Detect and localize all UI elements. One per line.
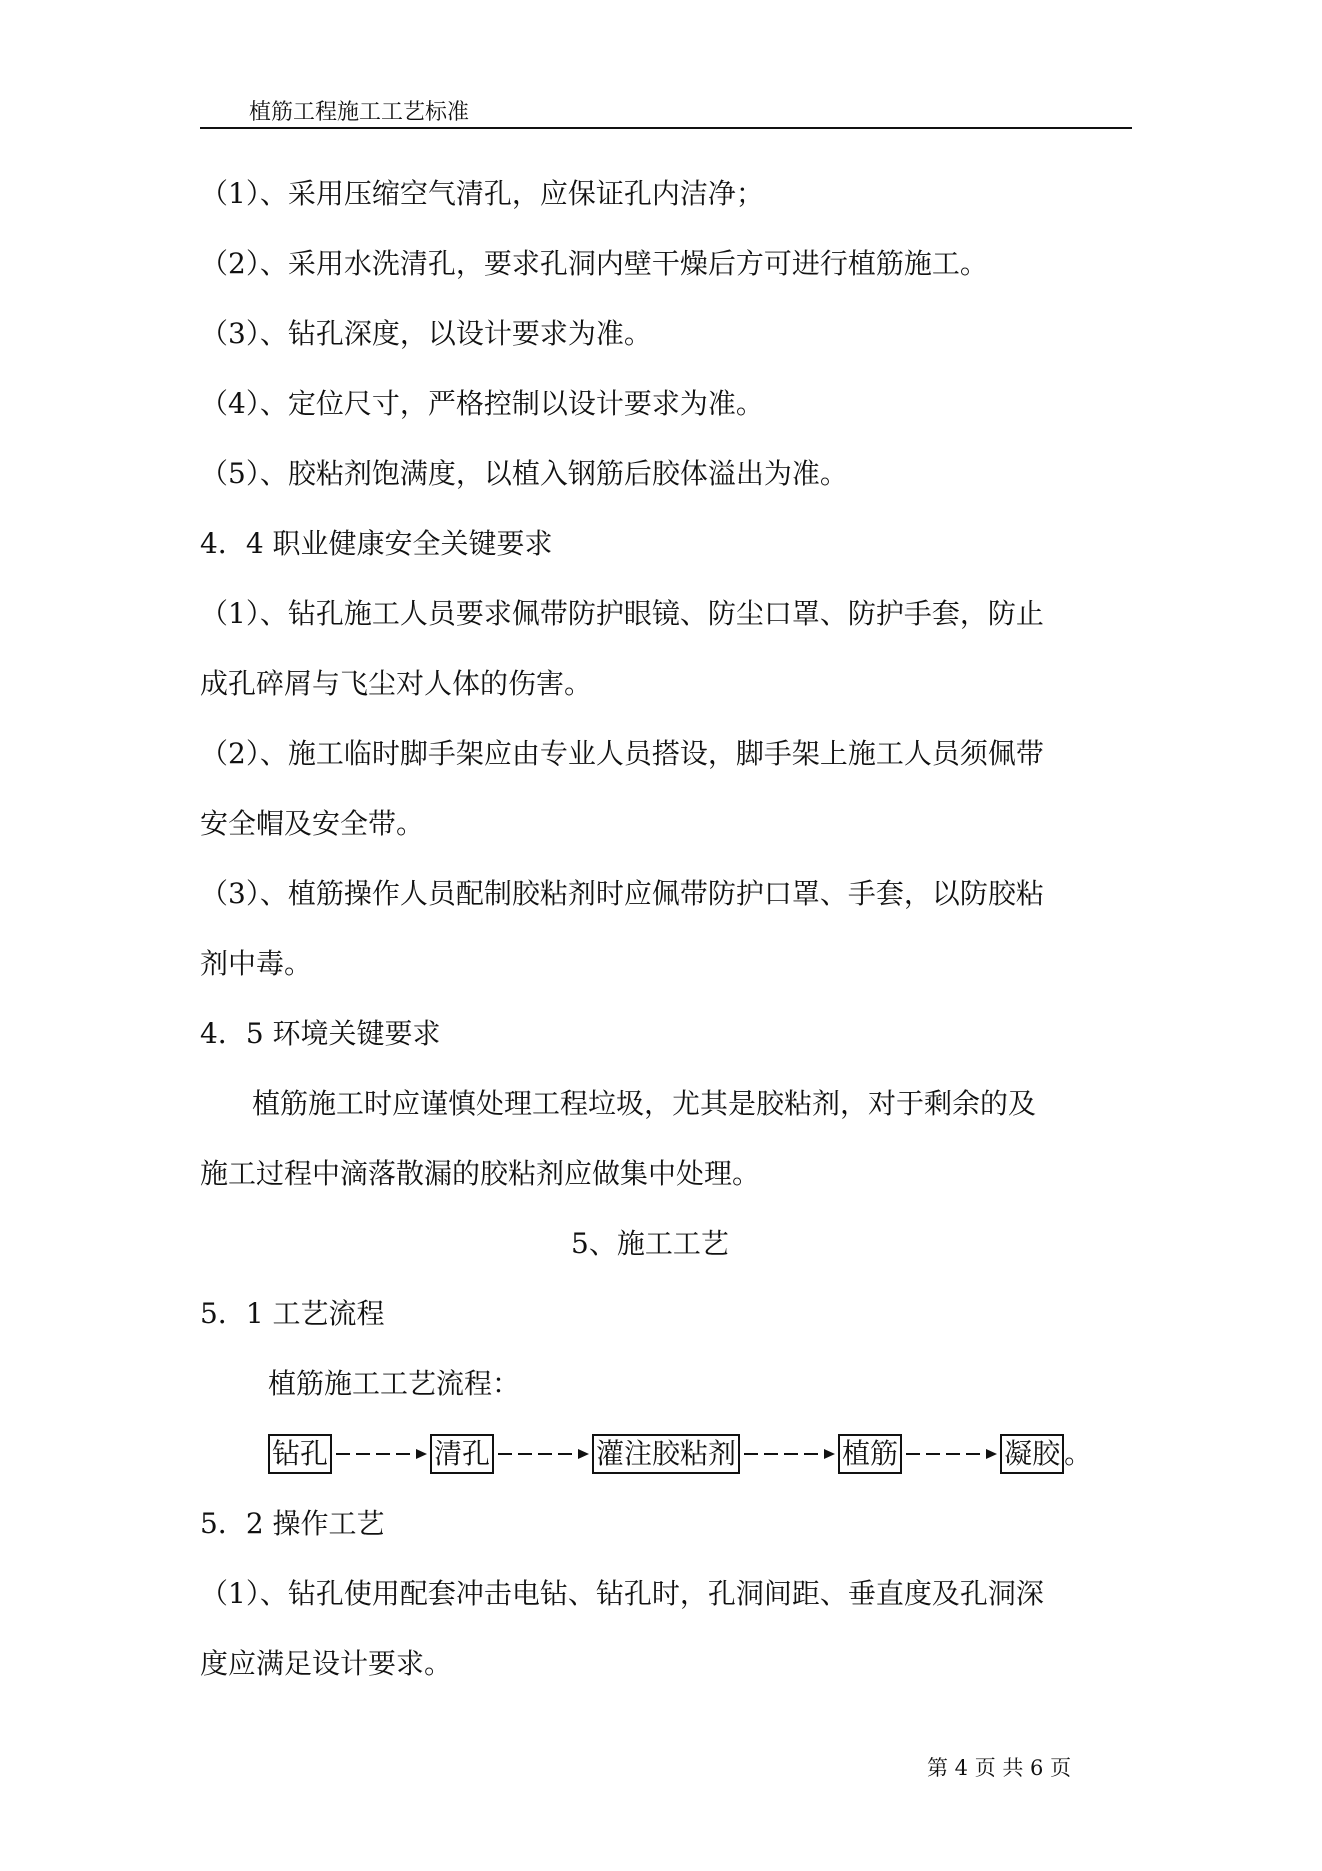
section-heading: 4．4 职业健康安全关键要求 [200, 527, 553, 560]
text-line: （4）、定位尺寸，严格控制以设计要求为准。 [200, 387, 764, 420]
arrow-right-icon [334, 1447, 428, 1461]
page-header-title: 植筋工程施工工艺标准 [249, 100, 470, 125]
text-line: （1）、采用压缩空气清孔，应保证孔内洁净； [200, 177, 764, 210]
text-line: 施工过程中滴落散漏的胶粘剂应做集中处理。 [200, 1157, 761, 1190]
text-line: （1）、钻孔施工人员要求佩带防护眼镜、防尘口罩、防护手套，防止 [200, 597, 1044, 630]
flow-step-box: 植筋 [838, 1434, 902, 1474]
text-line: 剂中毒。 [200, 947, 313, 980]
section-heading: 4．5 环境关键要求 [200, 1017, 441, 1050]
flow-step-box: 清孔 [430, 1434, 494, 1474]
process-flow [268, 1434, 1092, 1474]
text-line: 安全帽及安全带。 [200, 807, 425, 840]
chapter-heading: 5、施工工艺 [571, 1227, 729, 1260]
header-divider [200, 127, 1132, 129]
text-line: （3）、钻孔深度，以设计要求为准。 [200, 317, 652, 350]
flow-step-box: 凝胶 [1000, 1434, 1064, 1474]
arrow-right-icon [496, 1447, 590, 1461]
text-line: （2）、采用水洗清孔，要求孔洞内壁干燥后方可进行植筋施工。 [200, 247, 988, 280]
arrow-right-icon [742, 1447, 836, 1461]
arrow-right-icon [904, 1447, 998, 1461]
text-line: 成孔碎屑与飞尘对人体的伤害。 [200, 667, 593, 700]
text-line: （2）、施工临时脚手架应由专业人员搭设，脚手架上施工人员须佩带 [200, 737, 1044, 770]
text-line: （1）、钻孔使用配套冲击电钻、钻孔时，孔洞间距、垂直度及孔洞深 [200, 1577, 1044, 1610]
text-line: 植筋施工工艺流程： [268, 1367, 521, 1400]
text-line: 植筋施工时应谨慎处理工程垃圾，尤其是胶粘剂，对于剩余的及 [252, 1087, 1037, 1120]
section-heading: 5．1 工艺流程 [200, 1297, 385, 1330]
text-line: （3）、植筋操作人员配制胶粘剂时应佩带防护口罩、手套，以防胶粘 [200, 877, 1044, 910]
section-heading: 5．2 操作工艺 [200, 1507, 385, 1540]
flow-end-punct: 。 [1064, 1437, 1093, 1470]
page-number: 第 4 页 共 6 页 [927, 1756, 1072, 1780]
text-line: 度应满足设计要求。 [200, 1647, 453, 1680]
text-line: （5）、胶粘剂饱满度，以植入钢筋后胶体溢出为准。 [200, 457, 848, 490]
flow-step-box: 灌注胶粘剂 [592, 1434, 740, 1474]
flow-step-box: 钻孔 [268, 1434, 332, 1474]
